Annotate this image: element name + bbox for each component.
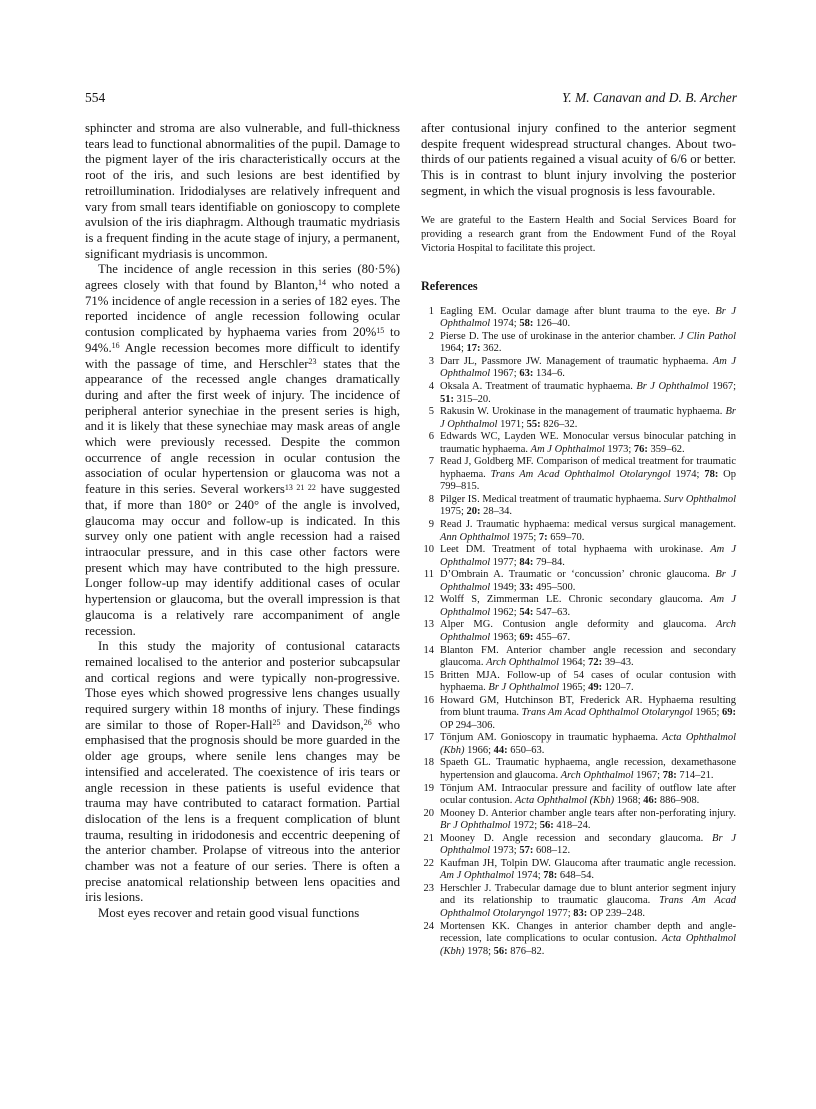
text-run: Edwards WC, Layden WE. Monocular versus binocular patching in traumatic hyphaema. [440,431,736,455]
text-run: 1965; [692,707,723,719]
paragraph [85,639,400,906]
reference-text [440,619,736,644]
text-run: Br J Ophthalmol [440,305,736,330]
text-run: 126–40. [533,318,571,330]
reference-item [421,544,736,569]
left-column [85,121,400,958]
reference-item [421,494,736,519]
text-run: sphincter and stroma are also vulnerable, and full-thickness tears lead to functional abnormalities of the pupil. Damage to the pigment layer of the iris characteristically occurs at the root of the iris, and such lesions are best identified by retroillumination. Iridodialyses are relatively infrequent and vary from small tears identifiable on gonioscopy to complete avulsion of the iris diaphragm. Although traumatic mydriasis is a frequent finding in the acute stage of injury, a permanent, significant mydriasis is uncommon. [85,121,400,261]
reference-text [440,757,736,782]
text-run: to 94%. [85,325,400,355]
text-run: 1973; [604,443,634,455]
reference-item [421,757,736,782]
right-column-body [421,121,736,200]
text-run: 1966; [464,744,494,756]
text-run: Br J Ophthalmol [440,406,736,430]
text-run: Br J Ophthalmol [440,832,736,857]
reference-item [421,783,736,808]
reference-item [421,456,736,494]
text-run: D’Ombrain A. Traumatic or ‘concussion’ chronic glaucoma. [440,569,716,581]
text-run: 1962; [490,606,520,618]
reference-item [421,406,736,431]
text-run: 39–43. [602,657,634,669]
text-run: 1974; [514,870,544,882]
text-run: Am J Ophthalmol [440,594,736,618]
text-run: who emphasised that the prognosis should be more guarded in the older age groups, where senile lens changes may be intensified and accelerated. The coexistence of iris tears or angle recession in these patients is useful evidence that trauma may have contributed to cataract formation. Partial dislocation of the lens is a frequent complication of blunt trauma, resulting in iridodonesis and eccentric deepening of the anterior chamber. Prolapse of vitreous into the anterior chamber was not a feature of our series. There is often a precise anatomical relationship between lens opacities and iris lesions. [85,717,400,905]
text-run: Rakusin W. Urokinase in the management of traumatic hyphaema. [440,406,726,418]
text-run: Am J Ophthalmol [530,443,605,455]
text-run: 714–21. [676,769,714,781]
reference-text [440,670,736,695]
reference-number: 2 [428,330,434,342]
text-run: Br J Ophthalmol [440,820,511,832]
text-run: Tönjum AM. Gonioscopy in traumatic hyphaema. [440,732,663,744]
reference-number: 7 [428,456,434,468]
reference-number: 17 [423,732,434,744]
text-run: 886–908. [657,795,700,807]
right-column [421,121,736,958]
reference-text [440,883,736,921]
text-run: 1967; [633,769,663,781]
reference-number: 21 [423,832,434,844]
text-run: 608–12. [533,845,571,857]
text-run: 44: [493,744,508,756]
text-run: J Clin Pathol [678,330,736,342]
text-run: 1964; [440,343,467,355]
text-run: Am J Ophthalmol [440,544,736,568]
text-run: 78: [662,769,677,781]
text-run: 1965; [558,682,589,694]
text-run: Most eyes recover and retain good visual functions [98,906,360,921]
reference-text [440,921,736,959]
reference-item [421,732,736,757]
text-run: 69: [722,707,737,719]
reference-item [421,619,736,644]
citation-superscript: 15 [376,325,385,335]
reference-text [440,331,736,356]
paragraph [85,121,400,262]
reference-item [421,569,736,594]
text-run: Britten MJA. Follow-up of 54 cases of ocular contusion with hyphaema. [440,669,736,694]
text-run: Trans Am Acad Ophthalmol Otolaryngol [521,707,693,719]
reference-number: 19 [423,782,434,794]
reference-item [421,306,736,331]
reference-text [440,594,736,619]
paragraph [85,262,400,639]
reference-number: 8 [428,493,434,505]
text-run: Br J Ophthalmol [440,569,736,593]
text-run: 49: [588,682,603,694]
citation-superscript: 16 [111,341,120,351]
reference-number: 13 [423,619,434,631]
text-run: Acta Ophthalmol (Kbh) [440,933,736,957]
text-run: Acta Ophthalmol (Kbh) [440,732,736,756]
text-run: 876–82. [507,945,545,957]
reference-text [440,431,736,456]
reference-text [440,544,736,569]
text-run: Oksala A. Treatment of traumatic hyphaema. [440,381,637,393]
reference-number: 4 [428,381,434,393]
text-run: 418–24. [553,820,591,832]
reference-item [421,381,736,406]
text-run: 650–63. [507,744,545,756]
reference-item [421,670,736,695]
text-run: Trans Am Acad Ophthalmol Otolaryngol [490,468,671,480]
text-run: Angle recession becomes more difficult to identify with the passage of time, and Herschler [85,340,400,371]
reference-text [440,569,736,594]
text-run: have suggested that, if more than 180° or 240° of the angle is involved, glaucoma may occur and follow-up is indicated. In this survey only one patient with angle recession had a raised intraocular pressure, and in this case other factors were present which may have contributed to the high pressure. Longer follow-up may identify additional cases of ocular hypertension or glaucoma, but the overall impression is that glaucoma is a relatively rare accompaniment of angle recession. [85,482,400,638]
reference-text [440,783,736,808]
text-run: 1974; [490,318,520,330]
text-run: 120–7. [602,682,634,694]
reference-text [440,406,736,431]
text-run: 359–62. [647,443,685,455]
text-run: 69: [519,631,534,643]
citation-superscript: 13 21 22 [284,482,316,492]
text-run: 495–500. [533,581,576,593]
running-head: Y. M. Canavan and D. B. Archer [562,90,737,105]
text-run: 1975; [440,506,467,518]
text-run: Howard GM, Hutchinson BT, Frederick AR. Hyphaema resulting from blunt trauma. [440,694,736,719]
reference-number: 5 [428,406,434,418]
text-run: 58: [519,318,534,330]
text-run: 17: [466,343,481,355]
text-run: Alper MG. Contusion angle deformity and glaucoma. [440,619,716,631]
references-list [421,306,736,958]
text-run: The incidence of angle recession in this series (80·5%) agrees closely with that found by Blanton, [85,262,400,293]
text-run: OP 294–306. [440,719,496,731]
text-run: Read J, Goldberg MF. Comparison of medical treatment for traumatic hyphaema. [440,456,736,480]
text-run: Spaeth GL. Traumatic hyphaema, angle recession, dexamethasone hypertension and glaucoma. [440,757,736,781]
text-run: 362. [480,343,502,355]
text-run: 72: [588,657,603,669]
text-run: 455–67. [533,631,571,643]
text-run: 51: [440,393,454,405]
text-run: 547–63. [533,606,571,618]
text-run: 1972; [510,820,540,832]
text-run: Mortensen KK. Changes in anterior chamber depth and angle-recession, late complications to ocular contusion. [440,920,736,945]
reference-number: 14 [423,644,434,656]
citation-superscript: 25 [272,718,281,728]
text-run: 1973; [490,845,520,857]
reference-item [421,431,736,456]
text-run: Wolff S, Zimmerman LE. Chronic secondary glaucoma. [440,594,711,606]
text-run: 1967; [708,381,736,393]
text-run: 84: [519,556,534,568]
reference-number: 11 [423,569,434,581]
reference-number: 24 [423,920,434,932]
reference-text [440,519,736,544]
text-run: OP 239–248. [587,907,645,919]
reference-item [421,645,736,670]
reference-number: 23 [423,882,434,894]
citation-superscript: 14 [318,278,326,288]
text-run: Op 799–815. [440,468,736,493]
text-run: 1967; [490,368,520,380]
reference-item [421,921,736,959]
reference-number: 1 [428,305,434,317]
text-run: 826–32. [540,418,578,430]
text-run: Read J. Traumatic hyphaema: medical versus surgical management. [440,519,736,531]
text-run: 57: [519,845,534,857]
text-run: Kaufman JH, Tolpin DW. Glaucoma after traumatic angle recession. [440,857,736,869]
text-run: after contusional injury confined to the anterior segment despite frequent widespread structural changes. About two-thirds of our patients regained a visual acuity of 6/6 or better. This is in contrast to blunt injury involving the posterior segment, in which the visual prognosis is less favourable. [421,121,736,198]
reference-item [421,858,736,883]
reference-text [440,808,736,833]
text-run: 1971; [497,418,527,430]
reference-item [421,695,736,733]
reference-text [440,695,736,733]
page-header [85,90,737,106]
text-run: and Davidson, [280,717,364,732]
text-run: 1974; [670,468,705,480]
text-run: Am J Ophthalmol [440,870,515,882]
text-run: Tönjum AM. Intraocular pressure and facility of outflow late after ocular contusion. [440,782,736,807]
text-run: In this study the majority of contusional cataracts remained localised to the anterior and posterior subcapsular and cortical regions and were typically non-progressive. Those eyes which showed progressive lens changes usually required surgery within 18 months of injury. These findings are similar to those of Roper-Hall [85,639,400,732]
reference-text [440,833,736,858]
text-run: 56: [539,820,554,832]
text-run: 79–84. [533,556,565,568]
reference-number: 9 [428,519,434,531]
reference-text [440,306,736,331]
reference-item [421,808,736,833]
text-run: Mooney D. Anterior chamber angle tears after non-perforating injury. [440,807,736,819]
text-run: Am J Ophthalmol [440,355,736,380]
reference-number: 15 [423,669,434,681]
text-run: 1977; [544,907,574,919]
text-run: 33: [519,581,534,593]
text-run: 1968; [614,795,644,807]
text-run: 1978; [464,945,494,957]
text-run: 659–70. [547,531,585,543]
paragraph [421,121,736,200]
reference-number: 16 [423,694,434,706]
two-column-layout [85,121,737,958]
text-run: 54: [519,606,534,618]
reference-item [421,356,736,381]
text-run: Surv Ophthalmol [663,493,736,505]
text-run: 76: [633,443,648,455]
citation-superscript: 23 [308,356,317,366]
text-run: states that the appearance of the recessed angle changes dramatically during and after the first week of injury. The incidence of peripheral anterior synechiae in the present series is high, and it is likely that these synechiae may mask areas of angle which were previously recessed. Despite the common occurrence of angle recession in ocular contusion the association of ocular hypertension or glaucoma was not a feature in this series. Several workers [85,356,400,497]
reference-number: 12 [423,594,434,606]
reference-item [421,833,736,858]
text-run: Ann Ophthalmol [440,531,510,543]
text-run: 56: [493,945,508,957]
text-run: Leet DM. Treatment of total hyphaema with urokinase. [440,544,711,556]
reference-number: 20 [423,807,434,819]
page-number: 554 [85,90,106,105]
citation-superscript: 26 [363,718,372,728]
reference-text [440,858,736,883]
text-run: 315–20. [454,393,491,405]
text-run: 1977; [490,556,520,568]
text-run: Trans Am Acad Ophthalmol Otolaryngol [440,895,736,919]
reference-number: 6 [428,431,434,443]
text-run: Arch Ophthalmol [486,657,559,669]
text-run: 83: [573,907,588,919]
text-run: Eagling EM. Ocular damage after blunt trauma to the eye. [440,305,716,317]
text-run: 1963; [490,631,520,643]
text-run: 1975; [509,531,539,543]
reference-number: 3 [428,355,434,367]
text-run: 134–6. [533,368,565,380]
reference-item [421,594,736,619]
references-heading: References [421,278,478,293]
text-run: 7: [538,531,548,543]
text-run: 1949; [490,581,520,593]
text-run: 78: [543,870,558,882]
reference-text [440,456,736,494]
text-run: who noted a 71% incidence of angle recession in a series of 182 eyes. The reported incidence of angle recession following ocular contusion complicated by hyphaema varies from 20% [85,278,400,340]
text-run: Br J Ophthalmol [488,682,559,694]
text-run: Acta Ophthalmol (Kbh) [514,795,615,807]
reference-number: 10 [423,544,434,556]
text-run: 20: [466,506,481,518]
text-run: Mooney D. Angle recession and secondary glaucoma. [440,832,713,844]
reference-number: 22 [423,857,434,869]
reference-item [421,519,736,544]
text-run: 648–54. [557,870,594,882]
reference-text [440,645,736,670]
acknowledgement: We are grateful to the Eastern Health and Social Services Board for providing a research grant from the Endowment Fund of the Royal Victoria Hospital to facilitate this project. [421,214,736,255]
text-run: 1964; [558,657,589,669]
reference-number: 18 [423,757,434,769]
text-run: Pierse D. The use of urokinase in the anterior chamber. [440,330,679,342]
text-run: 55: [526,418,541,430]
reference-text [440,356,736,381]
text-run: 28–34. [480,506,513,518]
reference-item [421,883,736,921]
text-run: Arch Ophthalmol [560,769,634,781]
text-run: Blanton FM. Anterior chamber angle recession and secondary glaucoma. [440,644,736,669]
text-run: Br J Ophthalmol [636,381,709,393]
text-run: Darr JL, Passmore JW. Management of traumatic hyphaema. [440,355,713,367]
text-run: 78: [704,468,719,480]
text-run: 46: [643,795,658,807]
reference-text [440,381,736,406]
text-run: Herschler J. Trabecular damage due to blunt anterior segment injury and its relationship to traumatic glaucoma. [440,882,736,907]
text-run: Arch Ophthalmol [440,619,736,643]
paragraph [85,906,400,922]
text-run: 63: [519,368,534,380]
reference-text [440,732,736,757]
text-run: Pilger IS. Medical treatment of traumatic hyphaema. [440,493,664,505]
reference-text [440,494,736,519]
reference-item [421,331,736,356]
